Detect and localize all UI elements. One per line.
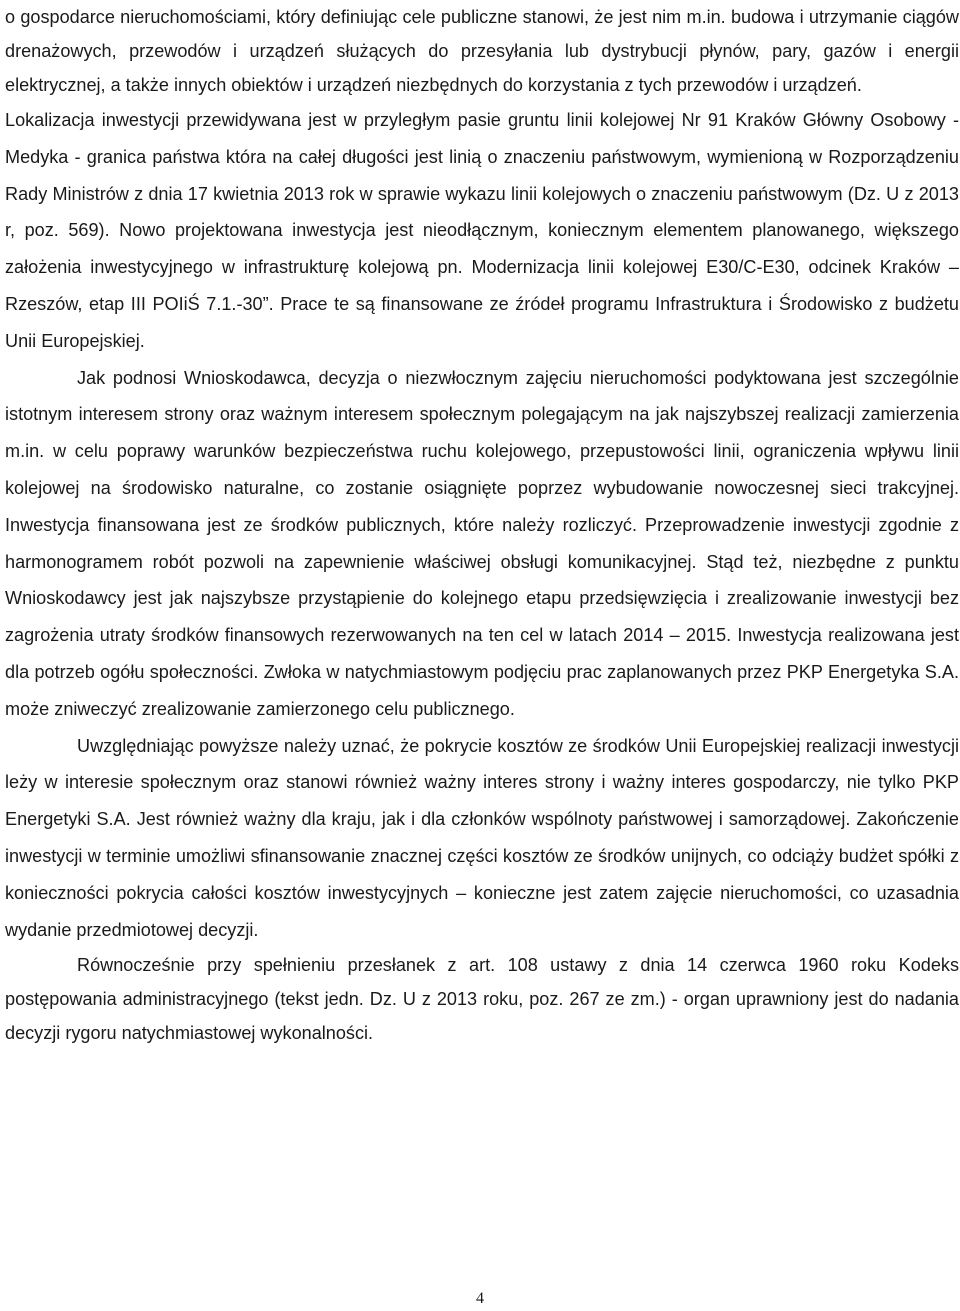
page-number: 4 — [476, 1290, 484, 1307]
paragraph-investment-location: Lokalizacja inwestycji przewidywana jest w przyległym pasie gruntu linii kolejowej Nr 91 Kraków Główny Osobowy - Medyka - granica państwa która na całej długości jest linią o znaczeniu państwowym, wymienioną w Rozporządzeniu Rady Ministrów z dnia 17 kwietnia 2013 rok w sprawie wykazu linii kolejowych o znaczeniu państwowym (Dz. U z 2013 r, poz. 569). Nowo projektowana inwestycja jest nieodłącznym, koniecznym elementem planowanego, większego założenia inwestycyjnego w infrastrukturę kolejową pn. Modernizacja linii kolejowej E30/C-E30, odcinek Kraków – Rzeszów, etap III POIiŚ 7.1.-30”. Prace te są finansowane ze źródeł programu Infrastruktura i Środowisko z budżetu Unii Europejskiej. — [5, 110, 959, 351]
paragraph-public-purpose: o gospodarce nieruchomościami, który definiując cele publiczne stanowi, że jest nim m.in. budowa i utrzymanie ciągów drenażowych, przewodów i urządzeń służących do przesyłania lub dystrybucji płynów, pary, gazów i energii elektrycznej, a także innych obiektów i urządzeń niezbędnych do korzystania z tych przewodów i urządzeń. — [5, 7, 959, 95]
document-page — [5, 0, 959, 1050]
paragraph-applicant-justification: Jak podnosi Wnioskodawca, decyzja o niezwłocznym zajęciu nieruchomości podyktowana jest szczególnie istotnym interesem strony oraz ważnym interesem społecznym polegającym na jak najszybszej realizacji zamierzenia m.in. w celu poprawy warunków bezpieczeństwa ruchu kolejowego, przepustowości linii, ograniczenia wpływu linii kolejowej na środowisko naturalne, co zostanie osiągnięte poprzez wybudowanie nowoczesnej sieci trakcyjnej. Inwestycja finansowana jest ze środków publicznych, które należy rozliczyć. Przeprowadzenie inwestycji zgodnie z harmonogramem robót pozwoli na zapewnienie właściwej obsługi komunikacyjnej. Stąd też, niezbędne z punktu Wnioskodawcy jest jak najszybsze przystąpienie do kolejnego etapu przedsięwzięcia i zrealizowanie inwestycji bez zagrożenia utraty środków finansowych rezerwowanych na ten cel w latach 2014 – 2015. Inwestycja realizowana jest dla potrzeb ogółu społeczności. Zwłoka w natychmiastowym podjęciu prac zaplanowanych przez PKP Energetyka S.A. może zniweczyć zrealizowanie zamierzonego celu publicznego. — [5, 367, 959, 719]
paragraph-legal-basis: Równocześnie przy spełnieniu przesłanek z art. 108 ustawy z dnia 14 czerwca 1960 roku Kodeks postępowania administracyjnego (tekst jedn. Dz. U z 2013 roku, poz. 267 ze zm.) - organ uprawniony jest do nadania decyzji rygoru natychmiastowej wykonalności. — [5, 955, 959, 1044]
paragraph-eu-funding: Uwzględniając powyższe należy uznać, że pokrycie kosztów ze środków Unii Europejskiej realizacji inwestycji leży w interesie społecznym oraz stanowi również ważny interes strony i ważny interes gospodarczy, nie tylko PKP Energetyki S.A. Jest również ważny dla kraju, jak i dla członków wspólnoty państwowej i samorządowej. Zakończenie inwestycji w terminie umożliwi sfinansowanie znacznej części kosztów ze środków unijnych, co odciąży budżet spółki z konieczności pokrycia całości kosztów inwestycyjnych – konieczne jest zatem zajęcie nieruchomości, co uzasadnia wydanie przedmiotowej decyzji. — [5, 735, 959, 940]
